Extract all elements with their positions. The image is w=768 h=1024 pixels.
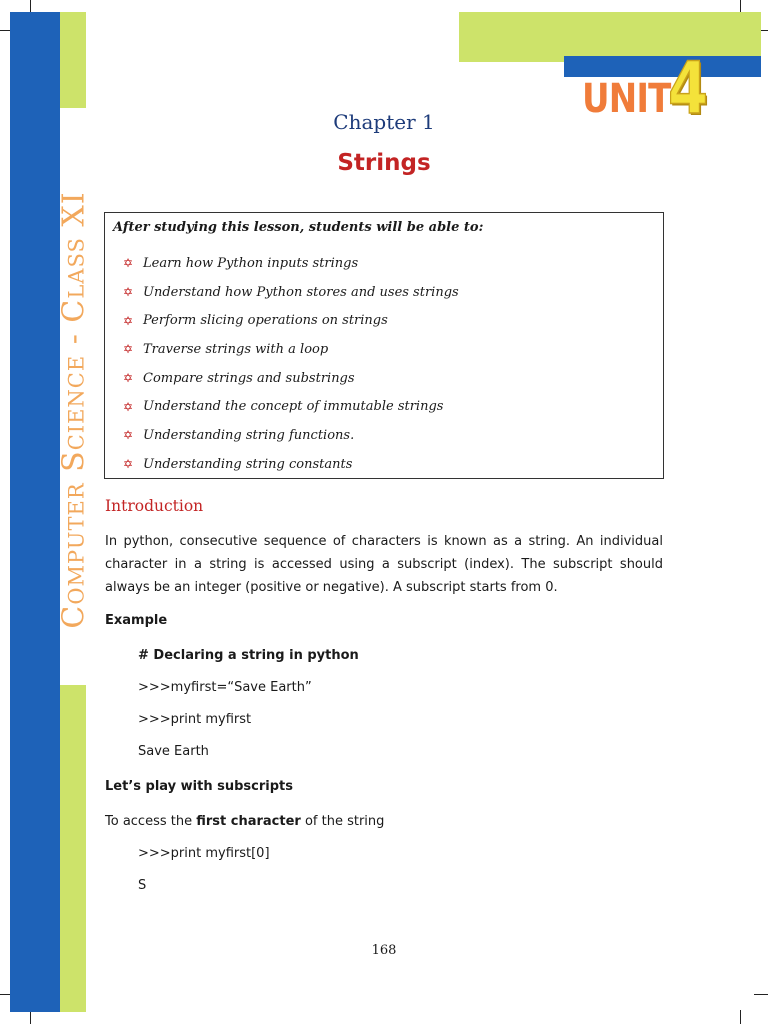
- subscripts-heading: Let’s play with subscripts: [105, 779, 293, 794]
- star-bullet-icon: ✡: [123, 256, 134, 271]
- objective-text: Understanding string constants: [143, 456, 353, 472]
- crop-mark: [754, 994, 768, 995]
- unit-number: 4: [668, 46, 709, 130]
- objective-text: Compare strings and substrings: [143, 370, 355, 386]
- side-band-green-bottom: [60, 685, 86, 1012]
- list-item: [123, 392, 459, 421]
- list-item: [123, 306, 459, 335]
- list-item: [123, 450, 459, 479]
- side-title: Computer Science - Class XI: [56, 191, 92, 629]
- access-suffix: of the string: [300, 814, 385, 829]
- code-output: Save Earth: [138, 744, 209, 759]
- code-output: S: [138, 878, 147, 893]
- objectives-list: [123, 249, 459, 479]
- page-title: Strings: [337, 150, 431, 176]
- side-band-blue: [10, 12, 60, 1012]
- objective-text: Understand the concept of immutable strings: [143, 399, 444, 415]
- unit-banner-blue: [564, 56, 761, 77]
- access-emphasis: first character: [196, 814, 301, 829]
- list-item: [123, 421, 459, 450]
- objective-text: Traverse strings with a loop: [143, 341, 329, 357]
- list-item: [123, 335, 459, 364]
- code-line: >>>print myfirst: [138, 712, 252, 727]
- chapter-label: Chapter 1: [333, 110, 435, 134]
- objectives-box: [104, 212, 664, 479]
- star-bullet-icon: ✡: [123, 428, 134, 443]
- example-label: Example: [105, 613, 168, 628]
- introduction-heading: Introduction: [105, 497, 204, 515]
- star-bullet-icon: ✡: [123, 399, 134, 414]
- unit-banner-green: [459, 12, 761, 62]
- star-bullet-icon: ✡: [123, 457, 134, 472]
- example-comment: # Declaring a string in python: [138, 648, 359, 663]
- star-bullet-icon: ✡: [123, 342, 134, 357]
- crop-mark: [30, 1010, 31, 1024]
- access-prefix: To access the: [105, 814, 197, 829]
- list-item: [123, 364, 459, 393]
- unit-label: UNIT: [582, 76, 671, 122]
- objective-text: Perform slicing operations on strings: [143, 313, 388, 329]
- star-bullet-icon: ✡: [123, 285, 134, 300]
- introduction-paragraph: In python, consecutive sequence of characters is known as a string. An individual character in a string is accessed using a subscript (index). The subscript should always be an integer (positive or negative). A subscript starts from 0.: [105, 534, 663, 595]
- code-line: >>>myfirst=“Save Earth”: [138, 680, 312, 695]
- objective-text: Learn how Python inputs strings: [143, 255, 359, 271]
- side-band-green-top: [60, 12, 86, 108]
- star-bullet-icon: ✡: [123, 371, 134, 386]
- objective-text: Understand how Python stores and uses strings: [143, 284, 459, 300]
- list-item: [123, 278, 459, 307]
- crop-mark: [740, 1010, 741, 1024]
- access-sentence: [105, 814, 384, 829]
- objectives-heading: After studying this lesson, students will be able to:: [113, 220, 484, 235]
- page-number: 168: [371, 943, 397, 958]
- code-line: >>>print myfirst[0]: [138, 846, 270, 861]
- objective-text: Understanding string functions.: [143, 427, 355, 443]
- star-bullet-icon: ✡: [123, 313, 134, 328]
- list-item: [123, 249, 459, 278]
